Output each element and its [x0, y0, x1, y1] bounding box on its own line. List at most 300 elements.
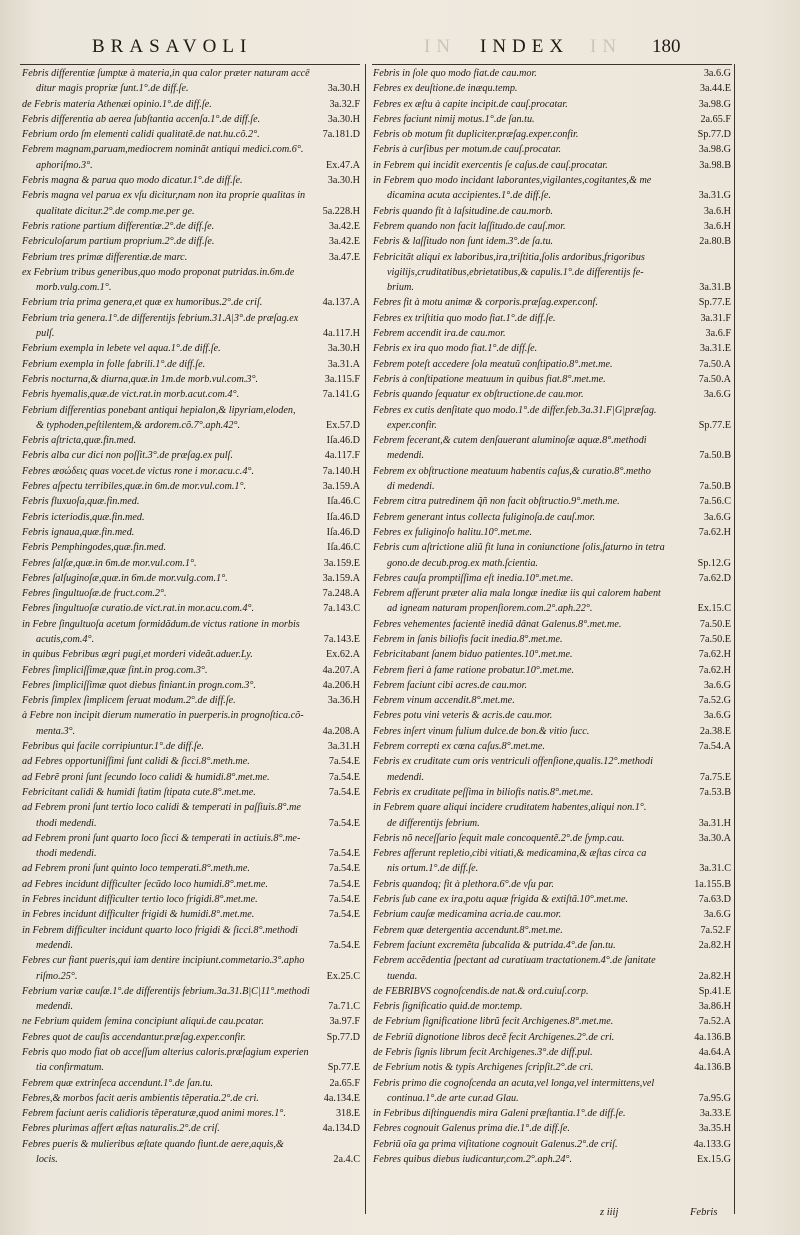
- index-entry: [22, 816, 360, 831]
- index-entry-reference: 7a.62.H: [698, 526, 731, 538]
- index-entry-text: & typhoden,peſtilentem,& ardorem.cõ.7°.aph.42°.: [36, 419, 241, 431]
- index-entry-reference: 7a.50.E: [699, 633, 731, 645]
- index-entry-reference: 3a.31.G: [698, 190, 731, 202]
- running-head-left: BRASAVOLI: [92, 36, 253, 57]
- index-entry-reference: 2a.4.C: [333, 1154, 360, 1166]
- index-entry: [22, 127, 360, 142]
- index-entry-text: Febrium tria prima genera,et quæ ex humoribus.2°.de criſ.: [22, 297, 263, 309]
- index-entry: [22, 861, 360, 876]
- index-entry: [373, 525, 731, 540]
- index-entry-text: Febris quando ſequatur ex obſtructione.de cau.mor.: [373, 389, 584, 401]
- index-entry-text: ex Febrium tribus generibus,quo modo proponat putridas.in.6m.de: [22, 266, 295, 278]
- index-entry-reference: 7a.62.H: [698, 649, 731, 661]
- index-entry-text: in quibus Febribus ægri pugi,et morderi videãt.aduer.Ly.: [22, 649, 253, 661]
- index-entry-text: Febricitãt aliqui ex laboribus,ira,triſtitia,ſolis ardoribus,frigoribus: [373, 251, 645, 263]
- index-entry: [22, 311, 360, 326]
- index-entry: [22, 571, 360, 586]
- index-entry-text: Febriculoſarum partium proprium.2°.de diff.ſe.: [22, 236, 215, 248]
- index-entry: [22, 800, 360, 815]
- right-margin-rule: [734, 64, 735, 1214]
- index-entry: [22, 341, 360, 356]
- index-entry: [373, 923, 731, 938]
- index-entry-text: Febris ex cruditate cum oris ventriculi offenſione,qualis.12°.methodi: [373, 756, 653, 768]
- index-entry-text: ditur magis propriæ ſunt.1°.de diff.ſe.: [36, 83, 189, 95]
- index-entry: [22, 663, 360, 678]
- index-entry-text: ad Febrem proni ſunt quinto loco temperati.8°.meth.me.: [22, 863, 250, 875]
- index-entry-reference: 4a.133.G: [693, 1138, 731, 1150]
- index-entry-reference: 7a.54.E: [328, 817, 360, 829]
- index-entry-reference: Iſa.46.D: [326, 511, 360, 523]
- index-entry: [373, 907, 731, 922]
- index-entry-text: Febres ſingultuoſæ.de fruct.com.2°.: [22, 588, 167, 600]
- index-entry-reference: 7a.50.E: [699, 618, 731, 630]
- index-entry-text: Febres potu vini veteris & acris.de cau.mor.: [373, 710, 553, 722]
- index-entry: [22, 295, 360, 310]
- index-entry: [373, 861, 731, 876]
- index-entry-reference: Sp.12.G: [697, 557, 731, 569]
- index-entry-text: medendi.: [387, 450, 425, 462]
- index-entry: [373, 112, 731, 127]
- index-entry-reference: 318.E: [335, 1108, 360, 1120]
- index-entry: [373, 357, 731, 372]
- index-entry-text: ad Febrẽ proni ſunt ſecundo loco calidi & humidi.8°.met.me.: [22, 771, 270, 783]
- index-entry: [22, 234, 360, 249]
- index-entry-text: riſmo.25°.: [36, 970, 78, 982]
- index-entry-reference: 7a.54.E: [328, 894, 360, 906]
- index-entry-reference: Sp.77.E: [698, 419, 731, 431]
- index-entry-text: Febres ex triſtitia quo modo fiat.1°.de diff.ſe.: [373, 312, 556, 324]
- index-entry-reference: 1a.155.B: [694, 878, 731, 890]
- index-entry-text: Febrem magnam,paruam,mediocrem nominãt antiqui medici.com.6°.: [22, 144, 304, 156]
- index-entry: [373, 846, 731, 861]
- index-entry: [373, 663, 731, 678]
- index-entry-reference: 3a.31.B: [699, 282, 731, 294]
- index-entry-text: Febris ſignificatio quid.de mor.temp.: [373, 1001, 523, 1013]
- index-entry-reference: 3a.31.H: [327, 741, 360, 753]
- index-entry-reference: 7a.56.C: [699, 496, 731, 508]
- index-entry: [373, 418, 731, 433]
- index-entry-reference: 4a.137.A: [322, 297, 360, 309]
- index-entry-reference: 7a.54.E: [328, 771, 360, 783]
- index-entry-text: qualitate dicitur.2°.de comp.me.per ge.: [36, 205, 195, 217]
- index-entry: [22, 1091, 360, 1106]
- index-entry: [22, 846, 360, 861]
- index-entry: [22, 877, 360, 892]
- index-entry: [22, 219, 360, 234]
- index-entry-reference: Sp.77.E: [698, 297, 731, 309]
- index-entry-reference: Ex.62.A: [326, 649, 360, 661]
- column-divider: [365, 64, 366, 1214]
- index-entry: [22, 938, 360, 953]
- index-entry: [373, 250, 731, 265]
- index-entry-text: Febris Pemphingodes,quæ.fin.med.: [22, 542, 167, 554]
- index-entry-text: Febres inſert vinum fulium dulce.de bon.& vitio ſucc.: [373, 725, 590, 737]
- index-entry: [373, 969, 731, 984]
- index-entry-text: thodi medendi.: [36, 817, 97, 829]
- index-entry-text: in Febres incidunt difficulter frigidi & humidi.8°.met.me.: [22, 909, 255, 921]
- index-entry: [22, 754, 360, 769]
- index-entry-reference: 7a.143.C: [323, 603, 360, 615]
- index-entry: [22, 969, 360, 984]
- index-entry-text: Febris ratione partium differentiæ.2°.de diff.ſe.: [22, 220, 215, 232]
- running-head-center: INDEX: [480, 36, 570, 57]
- index-entry: [22, 1014, 360, 1029]
- index-entry-text: Febres vehementes facientẽ inediã dãnat Galenus.8°.met.me.: [373, 618, 622, 630]
- index-entry-reference: 3a.30.H: [327, 83, 360, 95]
- index-entry: [373, 892, 731, 907]
- index-entry: [373, 173, 731, 188]
- index-entry-text: Febres fit à motu animæ & corporis.præſag.exper.conf.: [373, 297, 598, 309]
- index-entry-reference: 3a.31.E: [699, 343, 731, 355]
- index-entry: [373, 311, 731, 326]
- index-entry: [373, 295, 731, 310]
- index-entry-text: Febres cauſa promptiſſima eſt inedia.10°.met.me.: [373, 572, 574, 584]
- index-entry-text: Febricitant calidi & humidi ſtatim ſtipata cute.8°.met.me.: [22, 786, 256, 798]
- index-entry-text: Febris differentia ab aerea ſubſtantia accenſa.1°.de diff.ſe.: [22, 113, 261, 125]
- index-entry-reference: 3a.44.E: [699, 83, 731, 95]
- index-entry: [22, 953, 360, 968]
- index-entry-text: Febres æσώδεις quas vocet.de victus rone i mor.acu.c.4°.: [22, 465, 255, 477]
- index-entry: [373, 127, 731, 142]
- index-entry-text: Febris ob motum fit dupliciter.præſag.exper.confir.: [373, 129, 579, 141]
- index-entry: [22, 525, 360, 540]
- index-entry-reference: 4a.117.H: [323, 328, 360, 340]
- index-entry: [22, 372, 360, 387]
- index-entry-reference: 3a.6.G: [703, 68, 731, 79]
- index-entry-text: locis.: [36, 1154, 58, 1166]
- index-entry-reference: Sp.77.E: [327, 1062, 360, 1074]
- index-entry-reference: 7a.53.B: [699, 786, 731, 798]
- index-entry-reference: 5a.228.H: [322, 205, 360, 217]
- index-entry: [373, 1030, 731, 1045]
- index-entry-reference: 7a.71.C: [328, 1001, 360, 1013]
- index-entry: [373, 1106, 731, 1121]
- index-entry-text: Febres aſpectu terribiles,quæ.in 6m.de mor.vul.com.1°.: [22, 481, 247, 493]
- index-entry-reference: 3a.30.A: [698, 832, 731, 844]
- index-entry-reference: 3a.6.G: [703, 909, 731, 921]
- index-entry-text: Febrem faciunt cibi acres.de cau.mor.: [373, 679, 527, 691]
- index-entry-reference: 4a.134.E: [323, 1092, 360, 1104]
- index-entry: [22, 1137, 360, 1152]
- index-entry: [373, 754, 731, 769]
- index-entry-reference: Iſa.46.D: [326, 435, 360, 447]
- index-entry-reference: 3a.159.E: [323, 557, 360, 569]
- index-entry: [373, 97, 731, 112]
- index-entry-text: medendi.: [36, 939, 74, 951]
- index-entry: [373, 617, 731, 632]
- index-entry: [373, 999, 731, 1014]
- index-entry: [373, 158, 731, 173]
- index-entry: [22, 418, 360, 433]
- index-entry-text: Febris ex cruditate peſſima in biliofis natis.8°.met.me.: [373, 786, 594, 798]
- index-entry-text: Febris ſimplex ſimplicem ſeruat modum.2°.de diff.ſe.: [22, 695, 236, 707]
- index-entry: [373, 219, 731, 234]
- index-entry-text: Febres quot de cauſis accendantur.præſag.exper.confir.: [22, 1031, 246, 1043]
- index-entry: [22, 724, 360, 739]
- index-entry: [22, 1121, 360, 1136]
- index-entry-text: Febris quo modo fiat ob acceſſum alterius caloris.præſagium experien: [22, 1047, 309, 1058]
- index-entry: [373, 1045, 731, 1060]
- index-entry-reference: 3a.6.G: [703, 389, 731, 401]
- index-entry-text: Febrium variæ cauſæ.1°.de differentijs febrium.3a.31.B|C|11°.methodi: [22, 985, 310, 997]
- index-entry: [373, 540, 731, 555]
- page-number: 180: [652, 36, 681, 57]
- index-entry: [373, 510, 731, 525]
- index-entry: [373, 953, 731, 968]
- index-entry-text: Febres ex æſtu à capite incipit.de cauſ.procatar.: [373, 98, 568, 110]
- index-entry-reference: Ex.57.D: [326, 419, 360, 431]
- index-entry-text: Febres ſingultuoſæ curatio.de vict.rat.in mor.acu.com.4°.: [22, 603, 255, 615]
- catchword: Febris: [690, 1207, 718, 1218]
- index-entry-reference: 3a.31.A: [327, 358, 360, 370]
- index-entry-text: Febrem afferunt præter alia mala longæ inediæ iis qui calorem habent: [373, 588, 661, 600]
- index-entry-text: acutis,com.4°.: [36, 633, 95, 645]
- index-entry-text: ad Febrem proni ſunt tertio loco calidi & temperati in paſſiuis.8°.me: [22, 802, 301, 814]
- index-entry-reference: 7a.75.E: [699, 771, 731, 783]
- index-entry-text: Febris nõ neceſſario ſequit male concoquentẽ.2°.de ſymp.cau.: [373, 832, 625, 844]
- index-entry-reference: 4a.208.A: [322, 725, 360, 737]
- index-entry-text: Febres,& morbos facit aeris ambientis tẽperatia.2°.de cri.: [22, 1092, 259, 1104]
- index-entry-reference: 7a.52.A: [698, 1016, 731, 1028]
- index-entry: [373, 464, 731, 479]
- index-entry: [22, 188, 360, 203]
- index-entry: [22, 81, 360, 96]
- index-entry: [22, 204, 360, 219]
- index-entry-reference: 7a.54.E: [328, 786, 360, 798]
- index-entry-reference: 7a.62.H: [698, 664, 731, 676]
- index-entry-text: exper.confir.: [387, 419, 437, 431]
- index-entry-text: ad Febrem proni ſunt quarto loco ſicci & temperati in actiuis.8°.me-: [22, 832, 301, 844]
- index-entry-reference: 4a.64.A: [698, 1047, 731, 1058]
- index-entry-text: Febrem ex obſtructione meatuum habentis caſus,& curatio.8°.metho: [373, 465, 651, 477]
- index-entry-text: tia confirmatum.: [36, 1062, 104, 1074]
- index-entry-text: de Febrium ſignificatione librũ fecit Archigenes.8°.met.me.: [373, 1016, 614, 1028]
- index-entry-reference: 3a.6.G: [703, 679, 731, 691]
- index-entry: [22, 510, 360, 525]
- index-entry: [22, 464, 360, 479]
- header-rule-right: [372, 64, 732, 65]
- index-entry-reference: 7a.52.G: [698, 695, 731, 707]
- index-entry-text: in Febrem quare aliqui incidere cruditatem habentes,aliqui non.1°.: [373, 802, 647, 814]
- index-entry-reference: 3a.6.F: [705, 328, 731, 340]
- index-entry-text: thodi medendi.: [36, 848, 97, 860]
- index-entry-text: Febris fluxuoſa,quæ.fin.med.: [22, 496, 140, 508]
- index-entry-reference: 3a.36.H: [327, 695, 360, 707]
- index-entry: [373, 341, 731, 356]
- index-entry-text: in Febres incidunt difficulter tertio loco frigidi.8°.met.me.: [22, 894, 258, 906]
- index-entry-text: Febrium cauſæ medicamina acria.de cau.mor.: [373, 909, 562, 921]
- index-entry-text: de Febris materia Athenæi opinio.1°.de diff.ſe.: [22, 98, 212, 110]
- index-entry: [22, 403, 360, 418]
- index-entry: [22, 556, 360, 571]
- index-entry-reference: 3a.159.A: [322, 572, 360, 584]
- index-entry-reference: 3a.30.H: [327, 113, 360, 125]
- index-entry: [373, 556, 731, 571]
- index-entry-reference: 3a.32.F: [329, 98, 360, 110]
- index-entry: [373, 877, 731, 892]
- index-entry: [373, 403, 731, 418]
- index-entry-text: Febrium differentias ponebant antiqui hepialon,& lipyriam,eloden,: [22, 404, 296, 416]
- index-entry: [22, 999, 360, 1014]
- index-entry-text: Febrium exempla in lebete vel aqua.1°.de diff.ſe.: [22, 343, 221, 355]
- index-entry-text: Febres ſimpliciſſimæ,quæ ſint.in prog.com.3°.: [22, 664, 208, 676]
- index-entry-reference: 7a.95.G: [698, 1092, 731, 1104]
- index-entry: [373, 800, 731, 815]
- index-entry-text: di medendi.: [387, 481, 435, 493]
- index-entry-reference: 4a.136.B: [694, 1031, 731, 1043]
- index-entry-text: aphoriſmo.3°.: [36, 159, 93, 171]
- index-entry-text: medendi.: [387, 771, 425, 783]
- index-entry-text: Febris à curſibus per motum.de cauſ.procatar.: [373, 144, 562, 156]
- index-entry-text: Febrium exempla in folle fabrili.1°.de diff.ſe.: [22, 358, 206, 370]
- index-entry: [373, 188, 731, 203]
- index-entry-text: Febrem generant intus collecta fuliginoſa.de cauſ.mor.: [373, 511, 596, 523]
- index-entry: [22, 1152, 360, 1167]
- index-entry-text: Febris differentiæ ſumptæ à materia,in qua calor præter naturam accē: [22, 68, 310, 79]
- index-entry-reference: 7a.54.E: [328, 909, 360, 921]
- index-entry: [22, 280, 360, 295]
- index-entry-reference: 3a.33.E: [699, 1108, 731, 1120]
- index-entry-reference: 3a.30.H: [327, 343, 360, 355]
- index-entry-text: Febris quandoq; fit à plethora.6°.de vſu par.: [373, 878, 554, 890]
- index-entry: [373, 586, 731, 601]
- index-entry: [22, 892, 360, 907]
- index-entry-reference: Iſa.46.C: [327, 542, 360, 554]
- index-entry-reference: 7a.143.E: [323, 633, 360, 645]
- index-entry-reference: 3a.98.B: [699, 159, 731, 171]
- index-entry-reference: 7a.50.A: [698, 358, 731, 370]
- index-entry: [373, 1076, 731, 1091]
- index-entry-reference: 3a.31.H: [698, 817, 731, 829]
- index-entry-text: Febrem quæ detergentia accendunt.8°.met.me.: [373, 924, 563, 936]
- index-entry-reference: 3a.42.E: [328, 220, 360, 232]
- index-entry: [22, 479, 360, 494]
- index-entry-text: Febris icteriodis,quæ.fin.med.: [22, 511, 145, 523]
- index-entry: [22, 433, 360, 448]
- index-entry-text: ad Febres opportuniſſimi ſunt calidi & ſicci.8°.meth.me.: [22, 756, 250, 768]
- index-entry: [22, 112, 360, 127]
- index-entry-reference: 7a.141.G: [322, 389, 360, 401]
- index-entry: [373, 1121, 731, 1136]
- index-entry-text: Febriũ oĩa ga prima viſitatione cognouit Galenus.2°.de criſ.: [373, 1138, 618, 1150]
- index-entry: [373, 739, 731, 754]
- index-entry: [22, 678, 360, 693]
- index-entry-text: Febres ex fuliginoſo halitu.10°.met.me.: [373, 526, 533, 538]
- index-entry: [22, 66, 360, 81]
- index-entry-text: vigilijs,cruditatibus,ebrietatibus,& capulis.1°.de differentijs fe-: [387, 266, 644, 278]
- show-through-text: IN: [424, 36, 457, 57]
- index-entry-reference: 3a.97.F: [329, 1016, 360, 1028]
- index-entry: [373, 708, 731, 723]
- index-entry-text: Febres ex cutis denſitate quo modo.1°.de differ.feb.3a.31.F|G|præſag.: [373, 404, 657, 416]
- index-entry-reference: Ex.47.A: [326, 159, 360, 171]
- index-entry-reference: Ex.15.G: [697, 1154, 731, 1166]
- index-entry: [373, 785, 731, 800]
- index-entry: [373, 81, 731, 96]
- index-entry-text: Febris magna & parua quo modo dicatur.1°.de diff.ſe.: [22, 175, 243, 187]
- index-entry-reference: 7a.63.D: [698, 894, 731, 906]
- index-entry-reference: 3a.47.E: [328, 251, 360, 263]
- index-entry-text: Febris cum aſtrictione aliũ fit luna in coniunctione ſolis,ſaturno in tetra: [373, 542, 665, 554]
- index-entry-text: brium.: [387, 282, 414, 294]
- index-entry: [373, 831, 731, 846]
- index-entry-reference: 7a.54.E: [328, 863, 360, 875]
- index-entry: [22, 158, 360, 173]
- index-entry-text: Febris ſub cane ex ira,potu aquæ frigida & extiſtã.10°.met.me.: [373, 894, 629, 906]
- index-entry-text: continua.1°.de arte cur.ad Glau.: [387, 1092, 519, 1104]
- index-entry: [373, 479, 731, 494]
- index-entry: [22, 785, 360, 800]
- index-entry-reference: 2a.38.E: [699, 725, 731, 737]
- index-entry: [373, 816, 731, 831]
- index-entry: [373, 678, 731, 693]
- signature-mark: z iiij: [600, 1207, 619, 1218]
- index-entry: [373, 984, 731, 999]
- index-entry: [373, 938, 731, 953]
- index-entry-text: Febres ſalſæ,quæ.in 6m.de mor.vul.com.1°.: [22, 557, 197, 569]
- index-entry-reference: 3a.6.H: [703, 205, 731, 217]
- index-entry-text: Febres cur fiant pueris,qui iam dentire incipiunt.commetario.3°.apho: [22, 955, 305, 967]
- index-entry: [373, 1091, 731, 1106]
- index-entry-text: gono.de decub.prog.ex math.ſcientia.: [387, 557, 538, 569]
- index-entry-text: Febrem poteſt accedere ſola meatuũ conſtipatio.8°.met.me.: [373, 358, 613, 370]
- index-entry: [22, 265, 360, 280]
- index-entry: [22, 770, 360, 785]
- index-entry: [373, 724, 731, 739]
- index-entry-text: à Febre non incipit dierum numeratio in puerperis.in prognoſtica.cõ-: [22, 710, 304, 722]
- index-entry: [22, 693, 360, 708]
- index-entry: [22, 1045, 360, 1060]
- header-rule-left: [20, 64, 360, 65]
- index-entry-text: de Febrium notis & typis Archigenes ſcripſit.2°.de cri.: [373, 1062, 594, 1074]
- index-entry-text: Febris aſtricta,quæ.fin.med.: [22, 435, 137, 447]
- index-entry-reference: Ex.25.C: [326, 970, 360, 982]
- index-entry-text: Febrem quæ extrinſeca accendunt.1°.de ſan.tu.: [22, 1077, 213, 1089]
- index-entry-reference: 4a.207.A: [322, 664, 360, 676]
- index-entry: [373, 326, 731, 341]
- index-entry-reference: 2a.82.H: [698, 939, 731, 951]
- index-entry: [373, 1137, 731, 1152]
- index-entry-reference: 2a.82.H: [698, 970, 731, 982]
- index-entry: [373, 693, 731, 708]
- index-column-left: [22, 66, 360, 1167]
- index-entry: [22, 494, 360, 509]
- index-entry: [373, 494, 731, 509]
- index-entry: [22, 357, 360, 372]
- index-entry: [22, 601, 360, 616]
- index-entry-reference: Iſa.46.D: [326, 526, 360, 538]
- index-entry: [373, 1060, 731, 1075]
- index-entry-reference: Iſa.46.C: [327, 496, 360, 508]
- index-entry-text: Febris & laſſitudo non ſunt idem.3°.de ſa.tu.: [373, 236, 554, 248]
- index-entry: [22, 1106, 360, 1121]
- index-entry-text: pulſ.: [36, 328, 55, 340]
- index-entry: [373, 1014, 731, 1029]
- index-entry-text: Febris magna vel parua ex vſu dicitur,nam non ita proprie qualitas in: [22, 190, 306, 202]
- index-entry: [373, 1152, 731, 1167]
- index-entry-reference: 3a.6.G: [703, 710, 731, 722]
- index-entry: [22, 647, 360, 662]
- index-entry-reference: 3a.98.G: [698, 98, 731, 110]
- index-entry: [373, 632, 731, 647]
- index-entry-text: Febres ex deuſtione.de inæqu.temp.: [373, 83, 518, 95]
- index-entry: [373, 372, 731, 387]
- index-entry-text: Febris primo die cognoſcenda an acuta,vel longa,vel intermittens,vel: [373, 1077, 655, 1089]
- index-entry: [22, 907, 360, 922]
- index-entry-text: Febrem vinum accendit.8°.met.me.: [373, 695, 515, 707]
- index-entry-reference: 3a.98.G: [698, 144, 731, 156]
- index-entry-reference: 3a.6.G: [703, 511, 731, 523]
